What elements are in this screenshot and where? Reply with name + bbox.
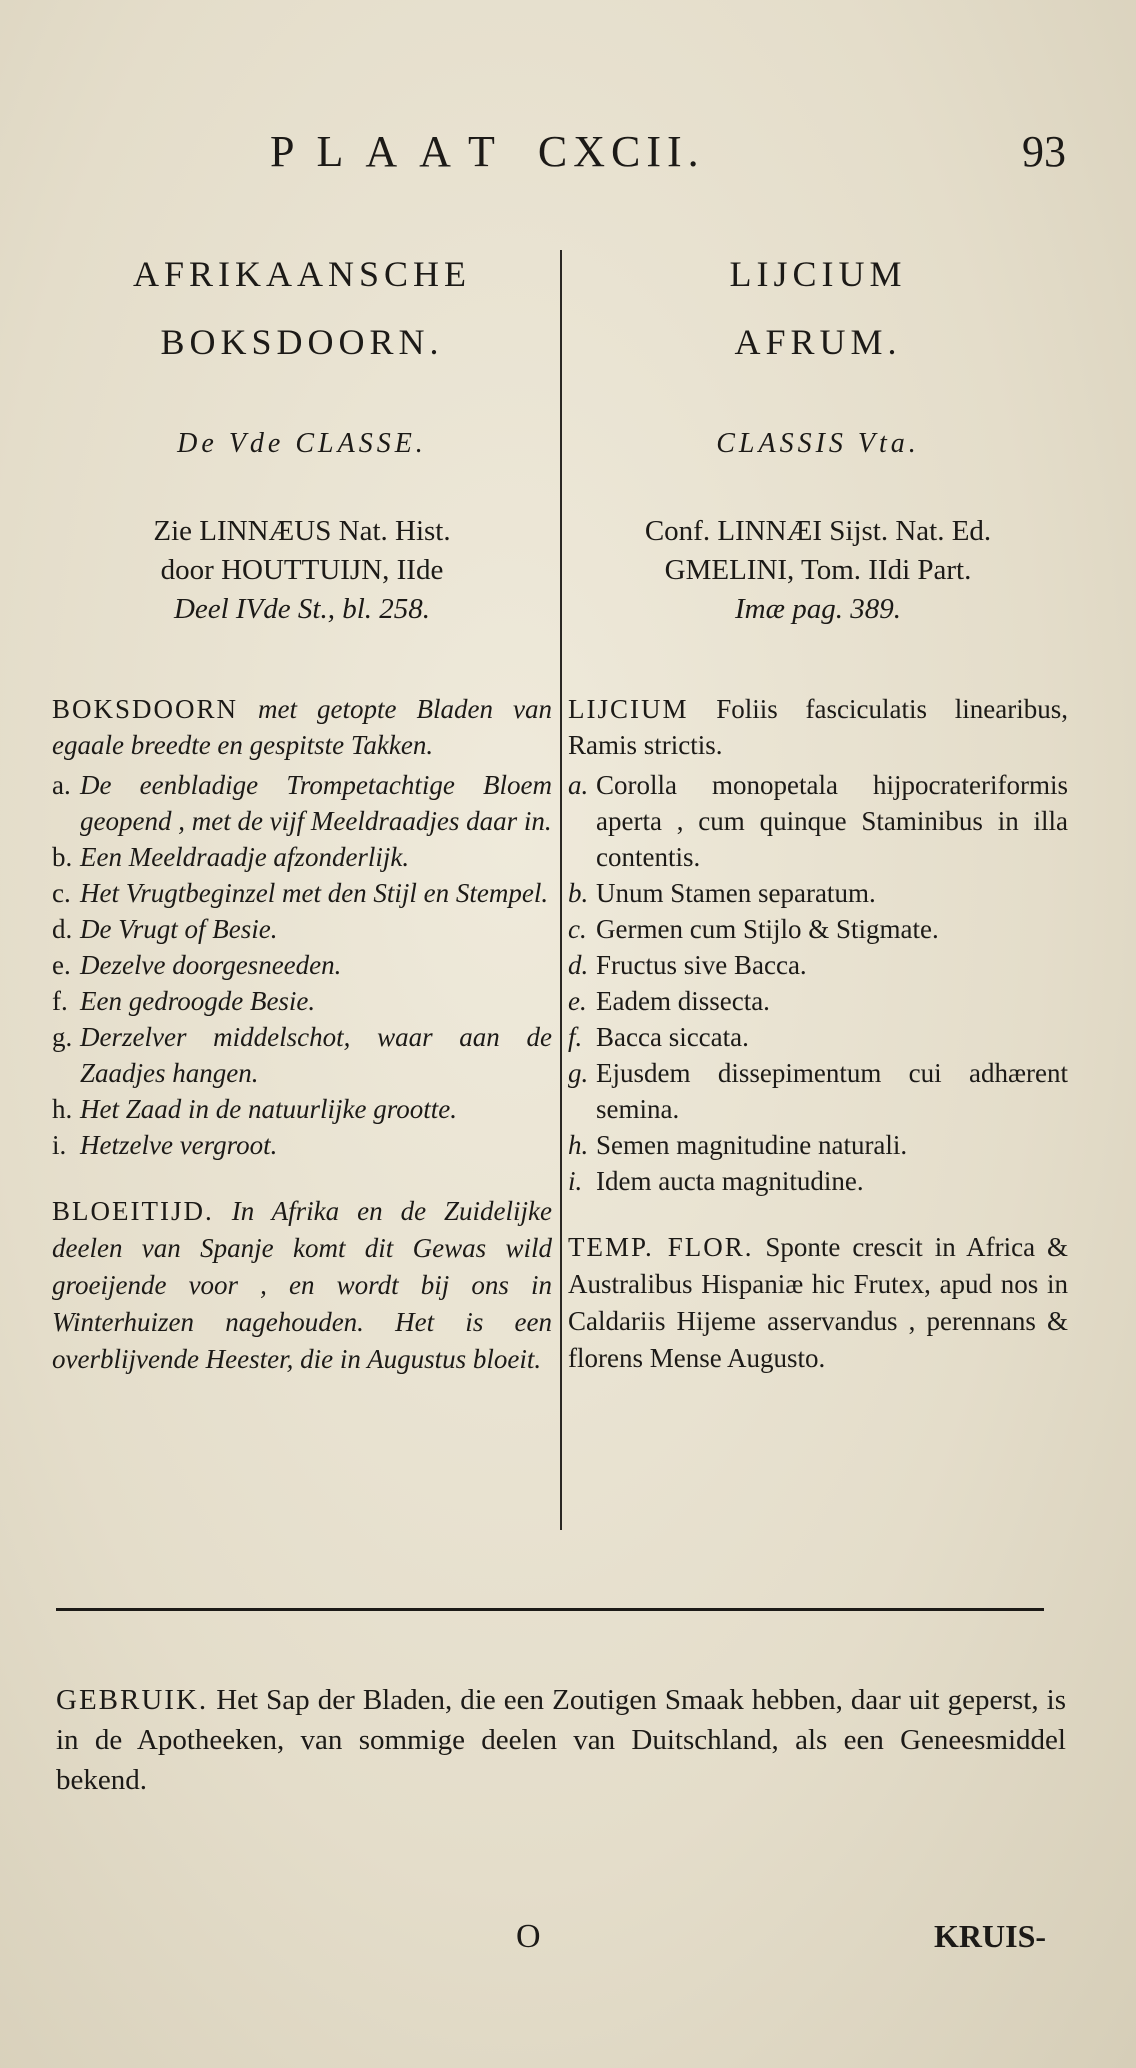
dutch-figure-list [52, 767, 552, 1163]
latin-ref-line1: Conf. LINNÆI Sijst. Nat. Ed. [644, 515, 992, 547]
list-item: e. Eadem dissecta. [568, 986, 770, 1016]
latin-column [568, 240, 1068, 1377]
latin-flor-lead: TEMP. FLOR. [568, 1232, 754, 1262]
plate-numeral: CXCII. [537, 127, 705, 176]
dutch-desc-lead: BOKSDOORN [52, 694, 239, 724]
latin-classis: CLASSIS Vta. [716, 428, 920, 459]
column-divider [560, 250, 562, 1530]
latin-figure-list [568, 767, 1068, 1199]
usage-paragraph [56, 1680, 1066, 1800]
list-item: f. Bacca siccata. [568, 1022, 749, 1052]
list-item: e. Dezelve doorgesneeden. [52, 950, 342, 980]
list-item: g. Ejusdem dissepimentum cui adhærent semina. [568, 1058, 1068, 1124]
plate-label: PLAAT [270, 127, 517, 176]
latin-description [568, 691, 1068, 763]
dutch-name-line1: AFRIKAANSCHE [132, 254, 472, 294]
list-item: b. Unum Stamen separatum. [568, 878, 876, 908]
page-number: 93 [1022, 127, 1066, 176]
usage-text: Het Sap der Bladen, die een Zoutigen Smaak hebben, daar uit geperst, is in de Apotheeken, van sommige deelen van Duitschland, als een Geneesmiddel bekend. [56, 1684, 1066, 1796]
dutch-bloei-lead: BLOEITIJD. [52, 1196, 214, 1226]
dutch-name-line2: BOKSDOORN. [160, 322, 444, 362]
latin-ref-line3: Imæ pag. 389. [735, 593, 901, 625]
dutch-ref-line2: door HOUTTUIJN, IIde [160, 554, 444, 586]
list-item: h. Semen magnitudine naturali. [568, 1130, 908, 1160]
list-item: g. Derzelver middelschot, waar aan de Zaadjes hangen. [52, 1022, 552, 1088]
latin-reference [568, 512, 1068, 629]
dutch-reference [52, 512, 552, 629]
latin-ref-line2: GMELINI, Tom. IIdi Part. [664, 554, 972, 586]
horizontal-rule [56, 1608, 1044, 1611]
latin-desc-text: Foliis fasciculatis linearibus, Ramis strictis. [568, 694, 1068, 760]
latin-desc-lead: LIJCIUM [568, 694, 689, 724]
dutch-description [52, 691, 552, 763]
list-item: i. Hetzelve vergroot. [52, 1130, 278, 1160]
plate-header [270, 126, 705, 177]
list-item: c. Het Vrugtbeginzel met den Stijl en Stempel. [52, 878, 549, 908]
latin-name-line1: LIJCIUM [729, 254, 907, 294]
dutch-classe: De Vde CLASSE. [177, 428, 427, 459]
dutch-desc-text: met getopte Bladen van egaale breedte en gespitste Takken. [52, 694, 552, 760]
latin-name-line2: AFRUM. [734, 322, 902, 362]
dutch-ref-line3: Deel IVde St., bl. 258. [173, 593, 431, 625]
latin-flowering [568, 1229, 1068, 1377]
usage-lead: GEBRUIK. [56, 1684, 209, 1716]
dutch-ref-line1: Zie LINNÆUS Nat. Hist. [153, 515, 451, 547]
catchword: KRUIS- [934, 1918, 1047, 1954]
list-item: f. Een gedroogde Besie. [52, 986, 316, 1016]
list-item: a. Corolla monopetala hijpocrateriformis aperta , cum quinque Staminibus in illa contentis. [568, 770, 1068, 872]
list-item: h. Het Zaad in de natuurlijke grootte. [52, 1094, 457, 1124]
list-item: a. De eenbladige Trompetachtige Bloem geopend , met de vijf Meeldraadjes daar in. [52, 770, 552, 836]
list-item: b. Een Meeldraadje afzonderlijk. [52, 842, 410, 872]
latin-flor-text: Sponte crescit in Africa & Australibus Hispaniæ hic Frutex, apud nos in Caldariis Hijeme asservandus , perennans & florens Mense Augusto. [568, 1232, 1068, 1373]
list-item: i. Idem aucta magnitudine. [568, 1166, 864, 1196]
dutch-flowering [52, 1193, 552, 1378]
list-item: d. De Vrugt of Besie. [52, 914, 278, 944]
signature-mark: O [516, 1918, 541, 1955]
list-item: c. Germen cum Stijlo & Stigmate. [568, 914, 939, 944]
list-item: d. Fructus sive Bacca. [568, 950, 807, 980]
dutch-column [52, 240, 552, 1378]
dutch-bloei-text: In Afrika en de Zuidelijke deelen van Spanje komt dit Gewas wild groeijende voor , en wordt bij ons in Winterhuizen nagehouden. Het is een overblijvende Heester, die in Augustus bloeit. [52, 1196, 552, 1374]
